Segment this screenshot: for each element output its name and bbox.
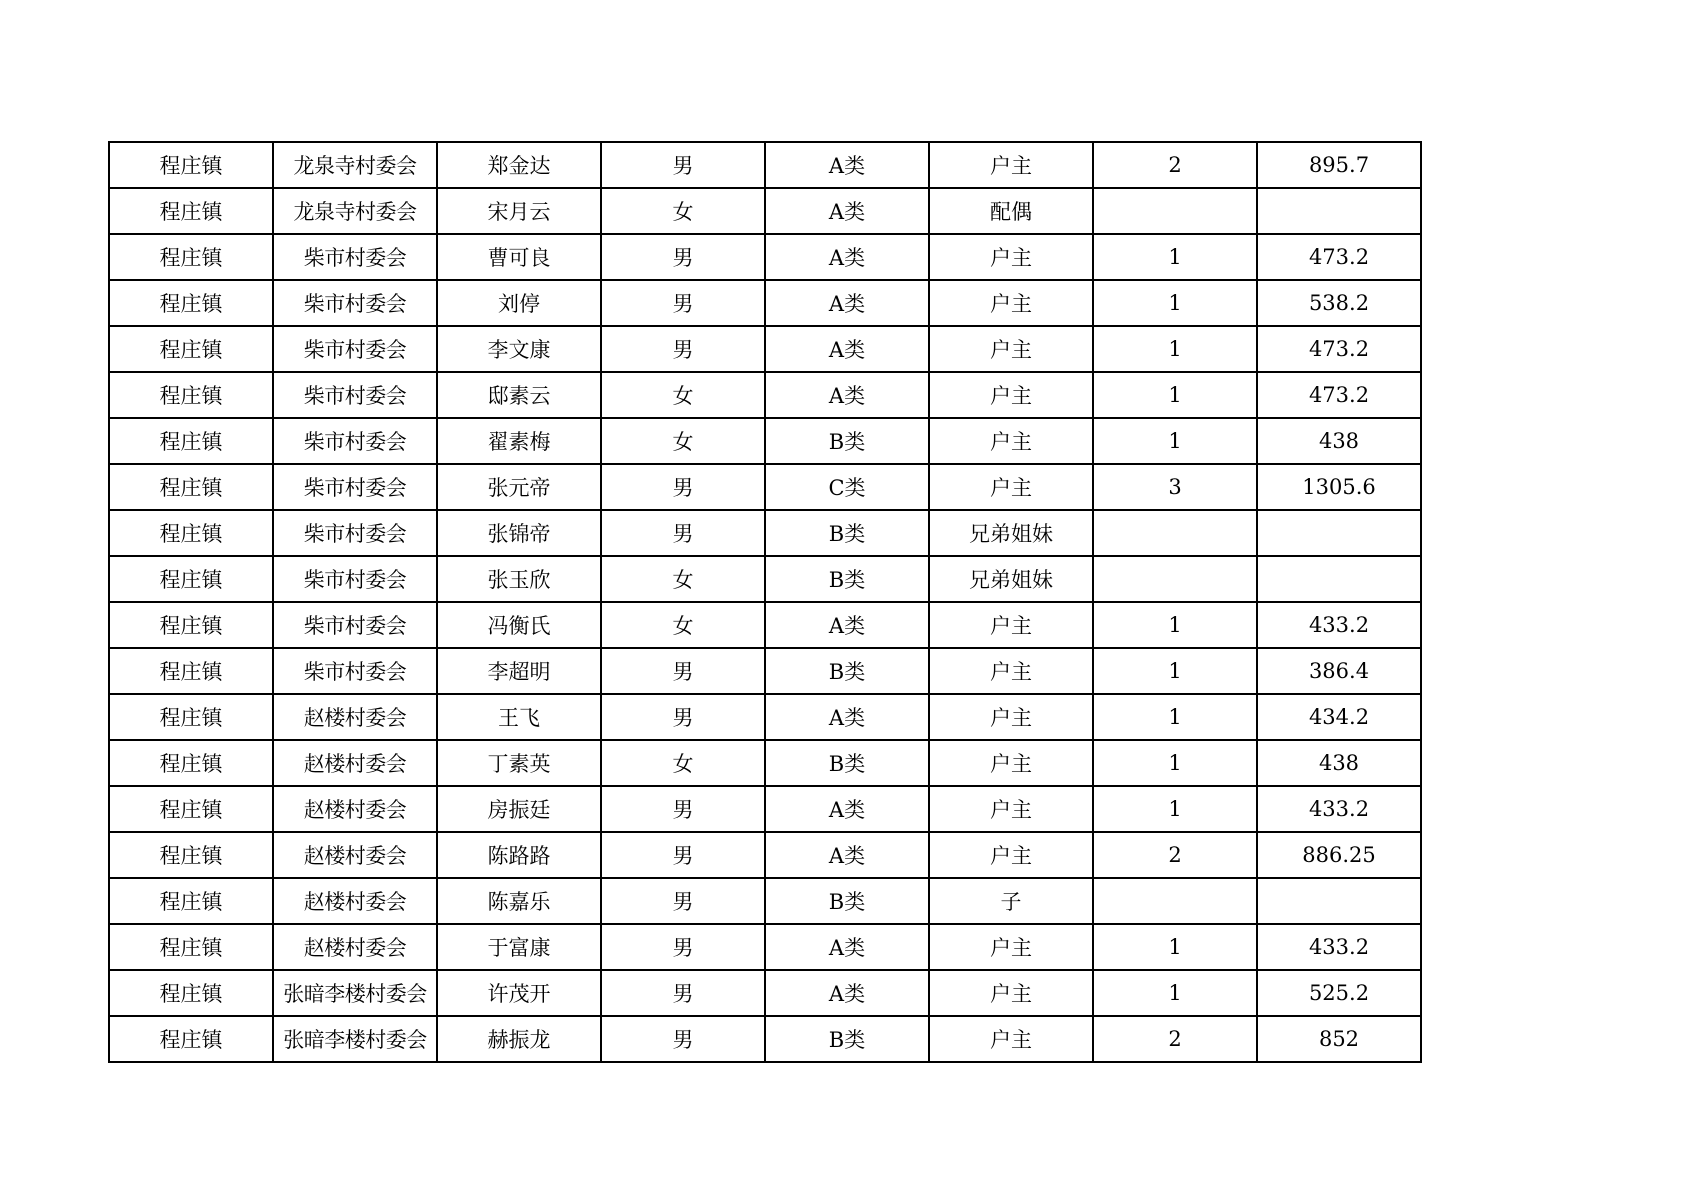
relation-cell: 户主: [929, 970, 1093, 1016]
household-size-cell: 1: [1093, 234, 1257, 280]
relation-cell: 户主: [929, 832, 1093, 878]
gender-cell: 男: [601, 924, 765, 970]
category-cell: A类: [765, 142, 929, 188]
name-cell: 赫振龙: [437, 1016, 601, 1062]
category-cell: B类: [765, 418, 929, 464]
name-cell: 宋月云: [437, 188, 601, 234]
amount-cell: 433.2: [1257, 924, 1421, 970]
village-committee-cell: 柴市村委会: [273, 326, 437, 372]
table-row: [109, 648, 1421, 694]
gender-cell: 男: [601, 234, 765, 280]
town-cell: 程庄镇: [109, 464, 273, 510]
amount-cell: 473.2: [1257, 326, 1421, 372]
relation-cell: 户主: [929, 280, 1093, 326]
village-committee-cell: 张暗李楼村委会: [273, 970, 437, 1016]
table-row: [109, 1016, 1421, 1062]
household-size-cell: 1: [1093, 786, 1257, 832]
village-committee-cell: 赵楼村委会: [273, 694, 437, 740]
name-cell: 冯衡氏: [437, 602, 601, 648]
household-size-cell: 3: [1093, 464, 1257, 510]
town-cell: 程庄镇: [109, 372, 273, 418]
gender-cell: 男: [601, 326, 765, 372]
relation-cell: 户主: [929, 1016, 1093, 1062]
town-cell: 程庄镇: [109, 694, 273, 740]
table-row: [109, 188, 1421, 234]
village-committee-cell: 赵楼村委会: [273, 740, 437, 786]
gender-cell: 男: [601, 510, 765, 556]
gender-cell: 男: [601, 694, 765, 740]
name-cell: 于富康: [437, 924, 601, 970]
relation-cell: 户主: [929, 372, 1093, 418]
relation-cell: 户主: [929, 234, 1093, 280]
name-cell: 张玉欣: [437, 556, 601, 602]
village-committee-cell: 柴市村委会: [273, 418, 437, 464]
relation-cell: 户主: [929, 694, 1093, 740]
amount-cell: 438: [1257, 418, 1421, 464]
category-cell: B类: [765, 510, 929, 556]
name-cell: 房振廷: [437, 786, 601, 832]
village-committee-cell: 柴市村委会: [273, 234, 437, 280]
table-row: [109, 786, 1421, 832]
amount-cell: 538.2: [1257, 280, 1421, 326]
relation-cell: 配偶: [929, 188, 1093, 234]
town-cell: 程庄镇: [109, 924, 273, 970]
gender-cell: 男: [601, 878, 765, 924]
table-row: [109, 556, 1421, 602]
relation-cell: 户主: [929, 464, 1093, 510]
category-cell: A类: [765, 326, 929, 372]
town-cell: 程庄镇: [109, 234, 273, 280]
town-cell: 程庄镇: [109, 878, 273, 924]
name-cell: 翟素梅: [437, 418, 601, 464]
household-size-cell: [1093, 556, 1257, 602]
household-size-cell: 1: [1093, 740, 1257, 786]
relation-cell: 兄弟姐妹: [929, 556, 1093, 602]
category-cell: A类: [765, 602, 929, 648]
gender-cell: 女: [601, 188, 765, 234]
relation-cell: 兄弟姐妹: [929, 510, 1093, 556]
relation-cell: 户主: [929, 418, 1093, 464]
amount-cell: 886.25: [1257, 832, 1421, 878]
table-row: [109, 602, 1421, 648]
table-row: [109, 694, 1421, 740]
gender-cell: 女: [601, 418, 765, 464]
category-cell: C类: [765, 464, 929, 510]
category-cell: A类: [765, 832, 929, 878]
village-committee-cell: 柴市村委会: [273, 510, 437, 556]
name-cell: 郑金达: [437, 142, 601, 188]
relation-cell: 户主: [929, 602, 1093, 648]
amount-cell: 433.2: [1257, 786, 1421, 832]
amount-cell: 852: [1257, 1016, 1421, 1062]
table-row: [109, 832, 1421, 878]
town-cell: 程庄镇: [109, 418, 273, 464]
town-cell: 程庄镇: [109, 142, 273, 188]
name-cell: 许茂开: [437, 970, 601, 1016]
category-cell: B类: [765, 556, 929, 602]
name-cell: 张锦帝: [437, 510, 601, 556]
relation-cell: 子: [929, 878, 1093, 924]
household-size-cell: 2: [1093, 832, 1257, 878]
town-cell: 程庄镇: [109, 832, 273, 878]
village-committee-cell: 龙泉寺村委会: [273, 188, 437, 234]
relation-cell: 户主: [929, 326, 1093, 372]
relation-cell: 户主: [929, 648, 1093, 694]
town-cell: 程庄镇: [109, 280, 273, 326]
gender-cell: 男: [601, 832, 765, 878]
category-cell: A类: [765, 694, 929, 740]
amount-cell: 525.2: [1257, 970, 1421, 1016]
name-cell: 李文康: [437, 326, 601, 372]
table-row: [109, 326, 1421, 372]
town-cell: 程庄镇: [109, 740, 273, 786]
category-cell: A类: [765, 234, 929, 280]
amount-cell: 438: [1257, 740, 1421, 786]
amount-cell: 473.2: [1257, 372, 1421, 418]
name-cell: 邸素云: [437, 372, 601, 418]
village-committee-cell: 张暗李楼村委会: [273, 1016, 437, 1062]
table-row: [109, 464, 1421, 510]
village-committee-cell: 龙泉寺村委会: [273, 142, 437, 188]
table-row: [109, 418, 1421, 464]
village-committee-cell: 赵楼村委会: [273, 924, 437, 970]
table-row: [109, 372, 1421, 418]
household-size-cell: 1: [1093, 372, 1257, 418]
name-cell: 李超明: [437, 648, 601, 694]
household-size-cell: 1: [1093, 970, 1257, 1016]
category-cell: A类: [765, 280, 929, 326]
name-cell: 曹可良: [437, 234, 601, 280]
table-row: [109, 924, 1421, 970]
category-cell: A类: [765, 970, 929, 1016]
amount-cell: 434.2: [1257, 694, 1421, 740]
relation-cell: 户主: [929, 740, 1093, 786]
village-committee-cell: 柴市村委会: [273, 648, 437, 694]
gender-cell: 女: [601, 372, 765, 418]
town-cell: 程庄镇: [109, 1016, 273, 1062]
amount-cell: 895.7: [1257, 142, 1421, 188]
village-committee-cell: 柴市村委会: [273, 372, 437, 418]
category-cell: B类: [765, 740, 929, 786]
name-cell: 刘停: [437, 280, 601, 326]
category-cell: B类: [765, 878, 929, 924]
category-cell: A类: [765, 924, 929, 970]
table-body: [109, 142, 1421, 1062]
name-cell: 张元帝: [437, 464, 601, 510]
table-row: [109, 234, 1421, 280]
gender-cell: 女: [601, 740, 765, 786]
category-cell: A类: [765, 372, 929, 418]
gender-cell: 男: [601, 142, 765, 188]
village-committee-cell: 柴市村委会: [273, 464, 437, 510]
gender-cell: 男: [601, 786, 765, 832]
name-cell: 陈路路: [437, 832, 601, 878]
assistance-roster-table: [108, 141, 1422, 1063]
town-cell: 程庄镇: [109, 970, 273, 1016]
household-size-cell: 1: [1093, 694, 1257, 740]
household-size-cell: 2: [1093, 1016, 1257, 1062]
gender-cell: 女: [601, 556, 765, 602]
category-cell: B类: [765, 648, 929, 694]
table-row: [109, 878, 1421, 924]
relation-cell: 户主: [929, 924, 1093, 970]
category-cell: A类: [765, 188, 929, 234]
household-size-cell: 1: [1093, 280, 1257, 326]
household-size-cell: 1: [1093, 602, 1257, 648]
household-size-cell: [1093, 188, 1257, 234]
town-cell: 程庄镇: [109, 556, 273, 602]
household-size-cell: [1093, 510, 1257, 556]
name-cell: 王飞: [437, 694, 601, 740]
village-committee-cell: 柴市村委会: [273, 556, 437, 602]
gender-cell: 男: [601, 648, 765, 694]
category-cell: A类: [765, 786, 929, 832]
village-committee-cell: 赵楼村委会: [273, 832, 437, 878]
amount-cell: 433.2: [1257, 602, 1421, 648]
table-row: [109, 740, 1421, 786]
table-row: [109, 142, 1421, 188]
amount-cell: 386.4: [1257, 648, 1421, 694]
amount-cell: 1305.6: [1257, 464, 1421, 510]
household-size-cell: 2: [1093, 142, 1257, 188]
village-committee-cell: 柴市村委会: [273, 280, 437, 326]
town-cell: 程庄镇: [109, 786, 273, 832]
village-committee-cell: 柴市村委会: [273, 602, 437, 648]
village-committee-cell: 赵楼村委会: [273, 786, 437, 832]
gender-cell: 男: [601, 280, 765, 326]
household-size-cell: 1: [1093, 326, 1257, 372]
relation-cell: 户主: [929, 142, 1093, 188]
amount-cell: [1257, 510, 1421, 556]
household-size-cell: 1: [1093, 418, 1257, 464]
household-size-cell: 1: [1093, 924, 1257, 970]
village-committee-cell: 赵楼村委会: [273, 878, 437, 924]
table-row: [109, 280, 1421, 326]
table-row: [109, 510, 1421, 556]
town-cell: 程庄镇: [109, 648, 273, 694]
table-row: [109, 970, 1421, 1016]
amount-cell: [1257, 878, 1421, 924]
household-size-cell: 1: [1093, 648, 1257, 694]
gender-cell: 男: [601, 464, 765, 510]
category-cell: B类: [765, 1016, 929, 1062]
gender-cell: 男: [601, 970, 765, 1016]
town-cell: 程庄镇: [109, 602, 273, 648]
name-cell: 陈嘉乐: [437, 878, 601, 924]
gender-cell: 男: [601, 1016, 765, 1062]
town-cell: 程庄镇: [109, 188, 273, 234]
name-cell: 丁素英: [437, 740, 601, 786]
amount-cell: [1257, 556, 1421, 602]
town-cell: 程庄镇: [109, 326, 273, 372]
amount-cell: 473.2: [1257, 234, 1421, 280]
amount-cell: [1257, 188, 1421, 234]
gender-cell: 女: [601, 602, 765, 648]
household-size-cell: [1093, 878, 1257, 924]
town-cell: 程庄镇: [109, 510, 273, 556]
relation-cell: 户主: [929, 786, 1093, 832]
